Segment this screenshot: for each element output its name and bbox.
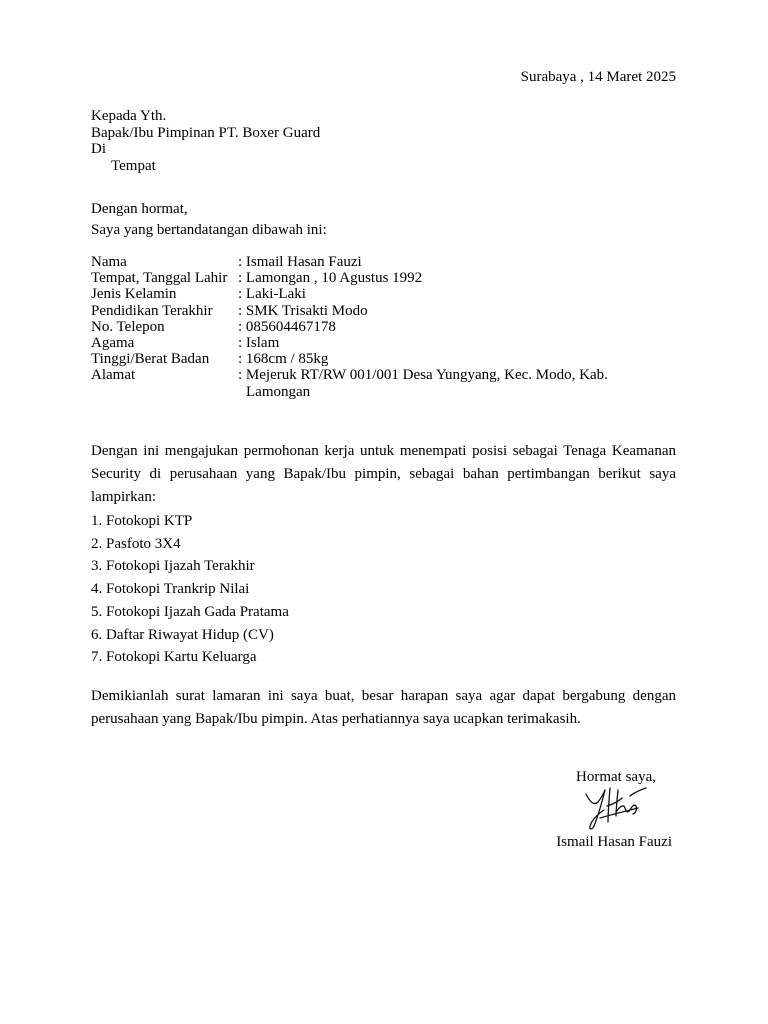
biodata-row (91, 254, 681, 270)
biodata-label: Nama (91, 254, 127, 270)
biodata-value: : Laki-Laki (238, 286, 306, 303)
biodata-row (91, 335, 681, 351)
biodata-row (91, 319, 681, 335)
closing-salutation: Hormat saya, (576, 769, 656, 785)
greeting: Dengan hormat, (91, 201, 188, 217)
signature-icon (580, 782, 650, 834)
list-item: 5. Fotokopi Ijazah Gada Pratama (91, 603, 289, 620)
biodata-value: : Islam (238, 335, 280, 352)
letter-date: Surabaya , 14 Maret 2025 (520, 69, 676, 85)
intro-line: Saya yang bertandatangan dibawah ini: (91, 222, 327, 238)
biodata-label: Tinggi/Berat Badan (91, 351, 210, 368)
list-item: 1. Fotokopi KTP (91, 513, 193, 529)
attachment-list (91, 510, 289, 669)
biodata-label: No. Telepon (91, 318, 165, 335)
biodata-value: : Ismail Hasan Fauzi (238, 254, 362, 270)
biodata-label: Jenis Kelamin (91, 286, 177, 303)
biodata-row (91, 303, 681, 319)
address-line-1: : Mejeruk RT/RW 001/001 Desa Yungyang, Kec. Modo, Kab. (238, 367, 608, 384)
recipient-block (91, 108, 320, 174)
biodata-value: : 085604467178 (238, 318, 336, 335)
biodata-value: : 168cm / 85kg (238, 351, 329, 368)
biodata-row (91, 367, 681, 399)
list-item: 6. Daftar Riwayat Hidup (CV) (91, 626, 274, 643)
list-item: 3. Fotokopi Ijazah Terakhir (91, 558, 255, 575)
biodata-value: : SMK Trisakti Modo (238, 302, 368, 319)
biodata-value: : Lamongan , 10 Agustus 1992 (238, 270, 423, 287)
biodata-label: Agama (91, 335, 135, 352)
biodata-table (91, 254, 681, 400)
biodata-row (91, 286, 681, 302)
recipient-line-4: Tempat (111, 157, 156, 174)
list-item: 4. Fotokopi Trankrip Nilai (91, 581, 250, 598)
recipient-line-1: Kepada Yth. (91, 108, 167, 124)
body-paragraph-2: Demikianlah surat lamaran ini saya buat, besar harapan saya agar dapat bergabung dengan perusahaan yang Bapak/Ibu pimpin. Atas perhatiannya saya ucapkan terimakasih. (91, 688, 676, 727)
biodata-label: Pendidikan Terakhir (91, 302, 213, 319)
biodata-value-address (238, 367, 681, 399)
signatory-name: Ismail Hasan Fauzi (556, 834, 672, 850)
list-item: 2. Pasfoto 3X4 (91, 535, 181, 552)
body-paragraph-1: Dengan ini mengajukan permohonan kerja untuk menempati posisi sebagai Tenaga Keamanan Security di perusahaan yang Bapak/Ibu pimpin, sebagai bahan pertimbangan berikut saya lampirkan: (91, 443, 676, 505)
list-item: 7. Fotokopi Kartu Keluarga (91, 649, 257, 666)
recipient-line-2: Bapak/Ibu Pimpinan PT. Boxer Guard (91, 124, 321, 141)
biodata-label: Alamat (91, 367, 136, 384)
biodata-row (91, 351, 681, 367)
biodata-label: Tempat, Tanggal Lahir (91, 270, 228, 287)
address-line-2: Lamongan (246, 383, 311, 400)
recipient-line-3: Di (91, 141, 106, 157)
greeting-block (91, 199, 327, 241)
biodata-row (91, 270, 681, 286)
